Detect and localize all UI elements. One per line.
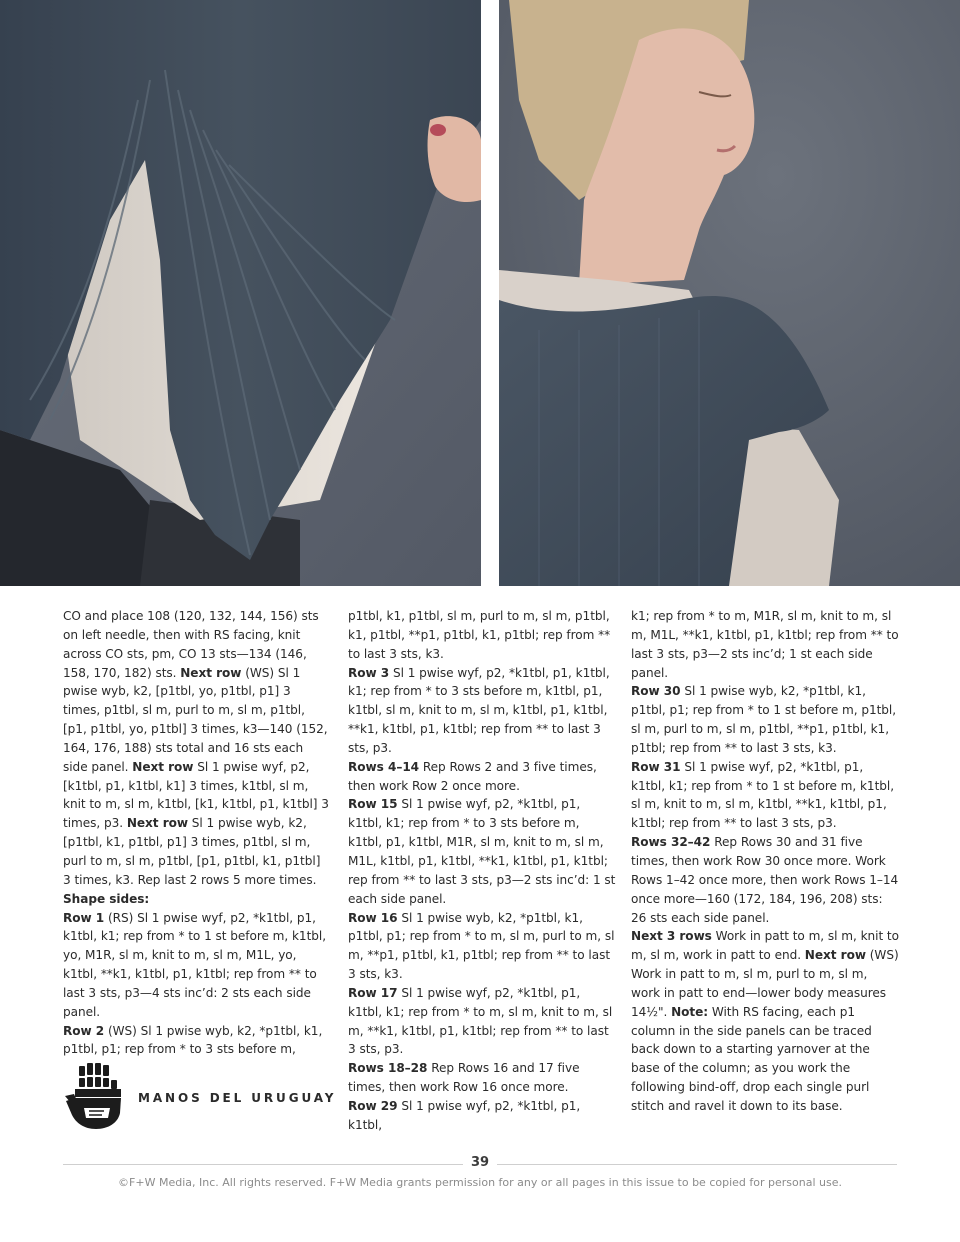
footer-rule	[497, 1164, 897, 1165]
pattern-text: k1; rep from * to m, M1R, sl m, knit to m, sl m, M1L, **k1, k1tbl, p1, k1tbl; rep from ** to last 3 sts, p3—2 sts inc’d; 1 st each side panel.	[631, 609, 899, 680]
photo-poncho-image	[0, 0, 481, 586]
row-instruction: Rows 32–42 Rep Rows 30 and 31 five times, then work Row 30 once more. Work Rows 1–42 once more, then work Rows 1–14 once more—160 (172, 184, 196, 208) sts: 26 sts each side panel.	[631, 835, 899, 925]
pattern-text: CO and place 108 (120, 132, 144, 156) sts on left needle, then with RS facing, knit across CO sts, pm, CO 13 sts—134 (146, 158, 170, 182) sts. Next row (WS) Sl 1 pwise wyb, k2, [p1tbl, yo, p1tbl, p1] 3 times, p1tbl, sl m, purl to m, sl m, p1tbl, [p1, p1tbl, yo, p1tbl] 3 times, k3—140 (152, 164, 176, 188) sts total and 16 sts each side panel. Next row Sl 1 pwise wyf, p2, [k1tbl, p1, k1tbl, k1] 3 times, k1tbl, sl m, knit to m, sl m, k1tbl, [k1, k1tbl, p1, k1tbl] 3 times, p3. Next row Sl 1 pwise wyb, k2, [p1tbl, k1, p1tbl, p1] 3 times, p1tbl, sl m, purl to m, sl m, p1tbl, [p1, p1tbl, k1, p1tbl] 3 times, k3. Rep last 2 rows 5 more times. Shape sides:	[63, 609, 329, 906]
row-instruction: Rows 18–28 Rep Rows 16 and 17 five times, then work Row 16 once more.	[348, 1061, 580, 1095]
row-instruction: Row 16 Sl 1 pwise wyb, k2, *p1tbl, k1, p1tbl, p1; rep from * to m, sl m, purl to m, sl m, **p1, p1tbl, k1, p1tbl; rep from ** to last 3 sts, k3.	[348, 910, 615, 982]
photo-model	[499, 0, 960, 586]
pattern-column-3	[631, 607, 899, 1116]
row-instruction: Row 17 Sl 1 pwise wyf, p2, *k1tbl, p1, k1tbl, k1; rep from * to m, sl m, knit to m, sl m, **k1, k1tbl, p1, k1tbl; rep from ** to last 3 sts, p3.	[348, 985, 613, 1057]
row-instruction: Row 30 Sl 1 pwise wyb, k2, *p1tbl, k1, p1tbl, p1; rep from * to 1 st before m, p1tbl, sl m, purl to m, sl m, p1tbl, **p1, p1tbl, k1, p1tbl; rep from ** to last 3 sts, k3.	[631, 684, 897, 755]
row-instruction: Row 29 Sl 1 pwise wyf, p2, *k1tbl, p1, k1tbl,	[348, 1098, 581, 1132]
footer-rule	[63, 1164, 463, 1165]
row-instruction: Row 1 (RS) Sl 1 pwise wyf, p2, *k1tbl, p1, k1tbl, k1; rep from * to 1 st before m, k1tbl, yo, M1R, sl m, knit to m, sl m, M1L, yo, k1tbl, **k1, k1tbl, p1, k1tbl; rep from ** to last 3 sts, p3—4 sts inc’d: 2 sts each side panel.	[63, 910, 326, 1019]
pattern-column-1	[63, 607, 331, 1059]
photo-poncho-detail	[0, 0, 481, 586]
sponsor-logo	[62, 1063, 362, 1129]
pattern-column-2	[348, 607, 616, 1135]
photo-model-image	[499, 0, 960, 586]
page-number: 39	[470, 1155, 490, 1170]
row-instruction: Row 2 (WS) Sl 1 pwise wyb, k2, *p1tbl, k1, p1tbl, p1; rep from * to 3 sts before m,	[63, 1023, 323, 1057]
row-instruction: Row 3 Sl 1 pwise wyf, p2, *k1tbl, p1, k1tbl, k1; rep from * to 3 sts before m, k1tbl, p1, k1tbl, sl m, knit to m, sl m, k1tbl, p1, k1tbl, **k1, k1tbl, p1, k1tbl; rep from ** to last 3 sts, p3.	[348, 665, 610, 755]
row-instruction: Next 3 rows Work in patt to m, sl m, knit to m, sl m, work in patt to end. Next row (WS) Work in patt to m, sl m, purl to m, sl m, work in patt to end—lower body measures 14½". Note: With RS facing, each p1 column in the side panels can be traced back down to a starting yarnover at the base of the column; as you work the following bind-off, drop each single purl stitch and ravel it down to its base.	[631, 929, 899, 1113]
sponsor-name: MANOS DEL URUGUAY	[138, 1091, 337, 1105]
copyright-notice: ©F+W Media, Inc. All rights reserved. F+W Media grants permission for any or all pages in this issue to be copied for personal use.	[118, 1176, 842, 1189]
row-instruction: Rows 4–14 Rep Rows 2 and 3 five times, then work Row 2 once more.	[348, 759, 597, 793]
hand-icon	[62, 1063, 124, 1129]
pattern-text: p1tbl, k1, p1tbl, sl m, purl to m, sl m, p1tbl, k1, p1tbl, **p1, p1tbl, k1, p1tbl; rep from ** to last 3 sts, k3.	[348, 609, 611, 661]
row-instruction: Row 31 Sl 1 pwise wyf, p2, *k1tbl, p1, k1tbl, k1; rep from * to 1 st before m, k1tbl, sl m, knit to m, sl m, k1tbl, **k1, k1tbl, p1, k1tbl; rep from ** to last 3 sts, p3.	[631, 759, 894, 831]
row-instruction: Row 15 Sl 1 pwise wyf, p2, *k1tbl, p1, k1tbl, k1; rep from * to 3 sts before m, k1tbl, p1, k1tbl, M1R, sl m, knit to m, sl m, M1L, k1tbl, p1, k1tbl, **k1, k1tbl, p1, k1tbl; rep from ** to last 3 sts, p3—2 sts inc’d: 1 st each side panel.	[348, 797, 616, 906]
